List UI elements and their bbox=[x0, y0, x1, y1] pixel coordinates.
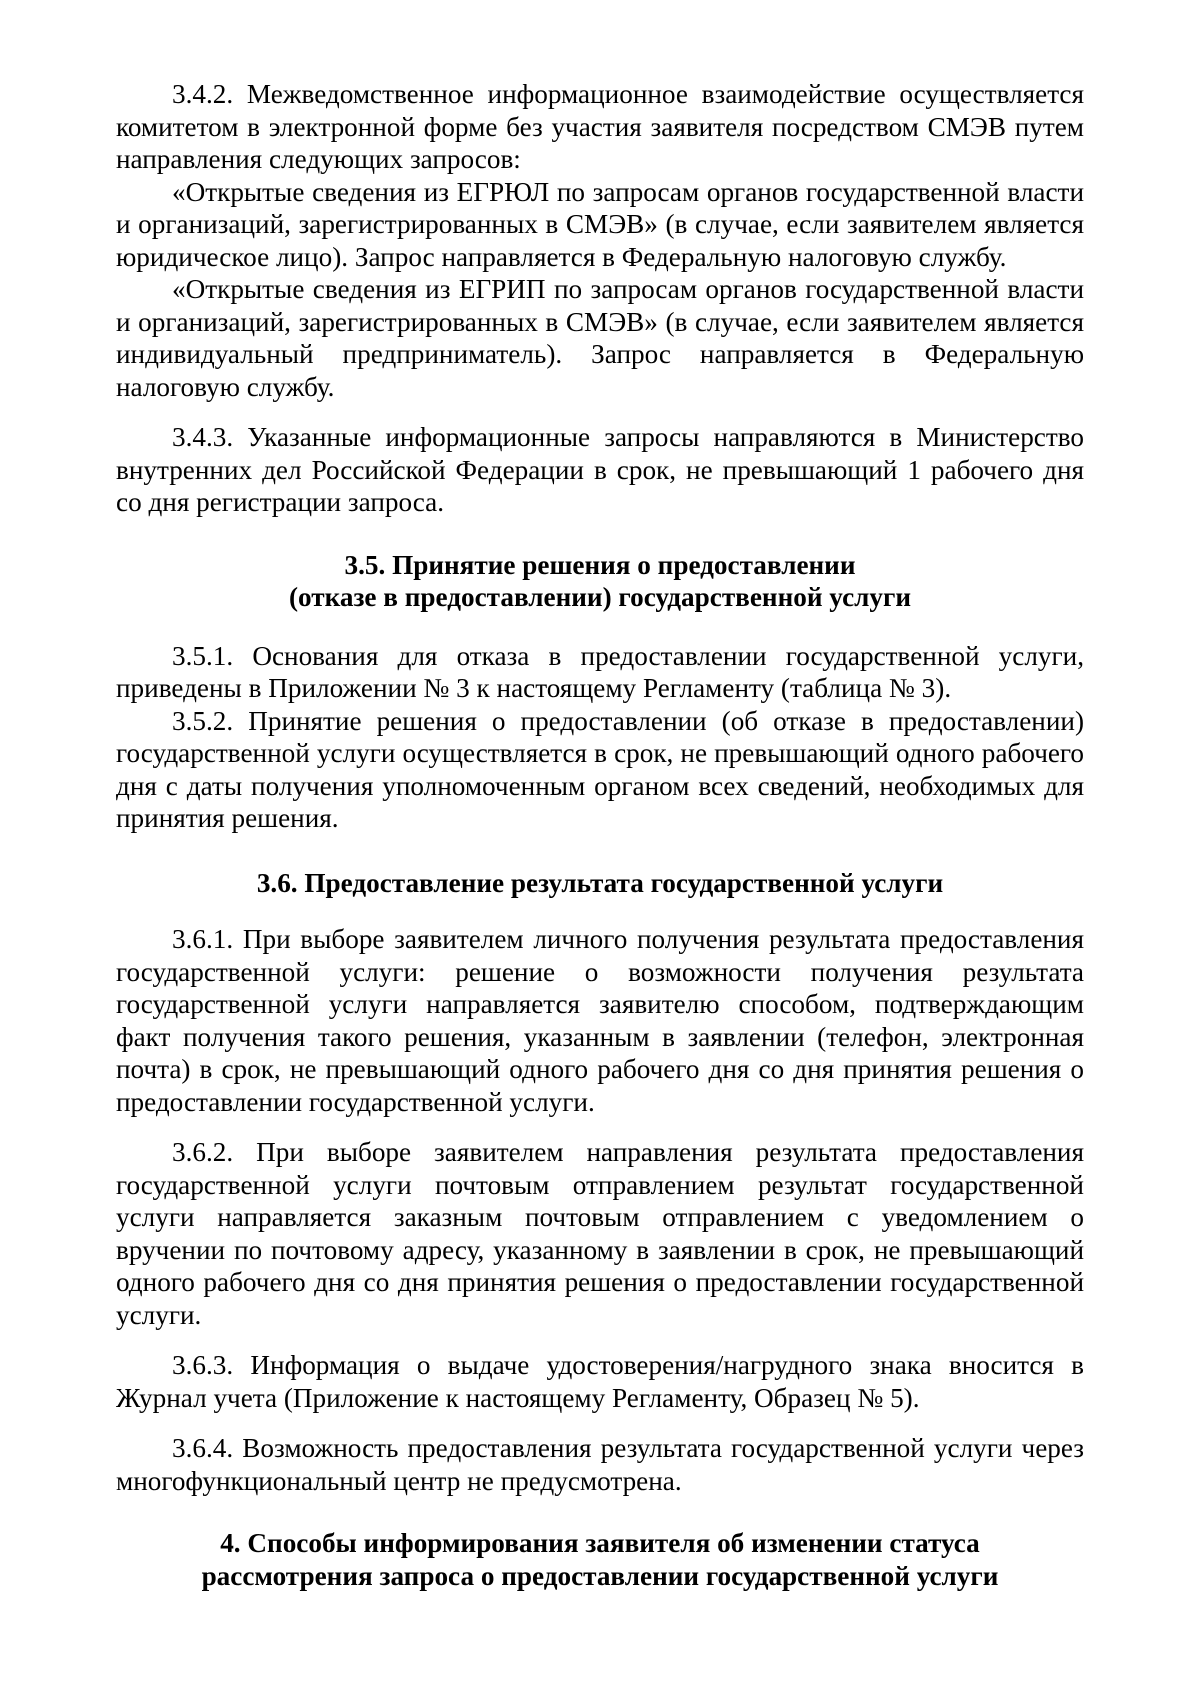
document-page bbox=[116, 78, 1084, 1592]
paragraph-egrip-request: «Открытые сведения из ЕГРИП по запросам органов государственной власти и организаций, зарегистрированных в СМЭВ» (в случае, если заявителем является индивидуальный предприниматель). Запрос направляется в Федеральную налоговую службу. bbox=[116, 274, 1084, 402]
section-heading-3-5-line1: 3.5. Принятие решения о предоставлении bbox=[344, 549, 856, 580]
paragraph-egrul-request: «Открытые сведения из ЕГРЮЛ по запросам органов государственной власти и организаций, зарегистрированных в СМЭВ» (в случае, если заявителем является юридическое лицо). Запрос направляется в Федеральную налоговую службу. bbox=[116, 176, 1084, 272]
paragraph-3-6-3: 3.6.3. Информация о выдаче удостоверения/нагрудного знака вносится в Журнал учета (Приложение к настоящему Регламенту, Образец № 5). bbox=[116, 1350, 1084, 1413]
paragraph-3-6-4: 3.6.4. Возможность предоставления результата государственной услуги через многофункциональный центр не предусмотрена. bbox=[116, 1433, 1084, 1496]
paragraph-3-5-1: 3.5.1. Основания для отказа в предоставлении государственной услуги, приведены в Приложении № 3 к настоящему Регламенту (таблица № 3). bbox=[116, 640, 1084, 703]
section-heading-4 bbox=[116, 1527, 1084, 1592]
paragraph-3-4-3: 3.4.3. Указанные информационные запросы направляются в Министерство внутренних дел Российской Федерации в срок, не превышающий 1 рабочего дня со дня регистрации запроса. bbox=[116, 422, 1084, 517]
paragraph-3-6-2: 3.6.2. При выборе заявителем направления результата предоставления государственной услуги почтовым отправлением результат государственной услуги направляется заказным почтовым отправлением с уведомлением о вручении по почтовому адресу, указанному в заявлении в срок, не превышающий одного рабочего дня со дня принятия решения о предоставлении государственной услуги. bbox=[116, 1137, 1084, 1330]
section-heading-3-5-line2: (отказе в предоставлении) государственной услуги bbox=[289, 582, 911, 612]
paragraph-3-6-1: 3.6.1. При выборе заявителем личного получения результата предоставления государственной услуги: решение о возможности получения результата государственной услуги направляется заявителю способом, подтверждающим факт получения такого решения, указанным в заявлении (телефон, электронная почта) в срок, не превышающий одного рабочего дня со дня принятия решения о предоставлении государственной услуги. bbox=[116, 924, 1084, 1117]
section-heading-3-6: 3.6. Предоставление результата государственной услуги bbox=[256, 867, 944, 898]
section-heading-4-line1: 4. Способы информирования заявителя об изменении статуса bbox=[220, 1528, 980, 1558]
section-heading-3-5 bbox=[116, 549, 1084, 614]
section-heading-4-line2: рассмотрения запроса о предоставлении государственной услуги bbox=[201, 1560, 999, 1591]
paragraph-3-4-2: 3.4.2. Межведомственное информационное взаимодействие осуществляется комитетом в электронной форме без участия заявителя посредством СМЭВ путем направления следующих запросов: bbox=[116, 79, 1084, 174]
paragraph-3-5-2: 3.5.2. Принятие решения о предоставлении (об отказе в предоставлении) государственной услуги осуществляется в срок, не превышающий одного рабочего дня с даты получения уполномоченным органом всех сведений, необходимых для принятия решения. bbox=[116, 705, 1084, 833]
